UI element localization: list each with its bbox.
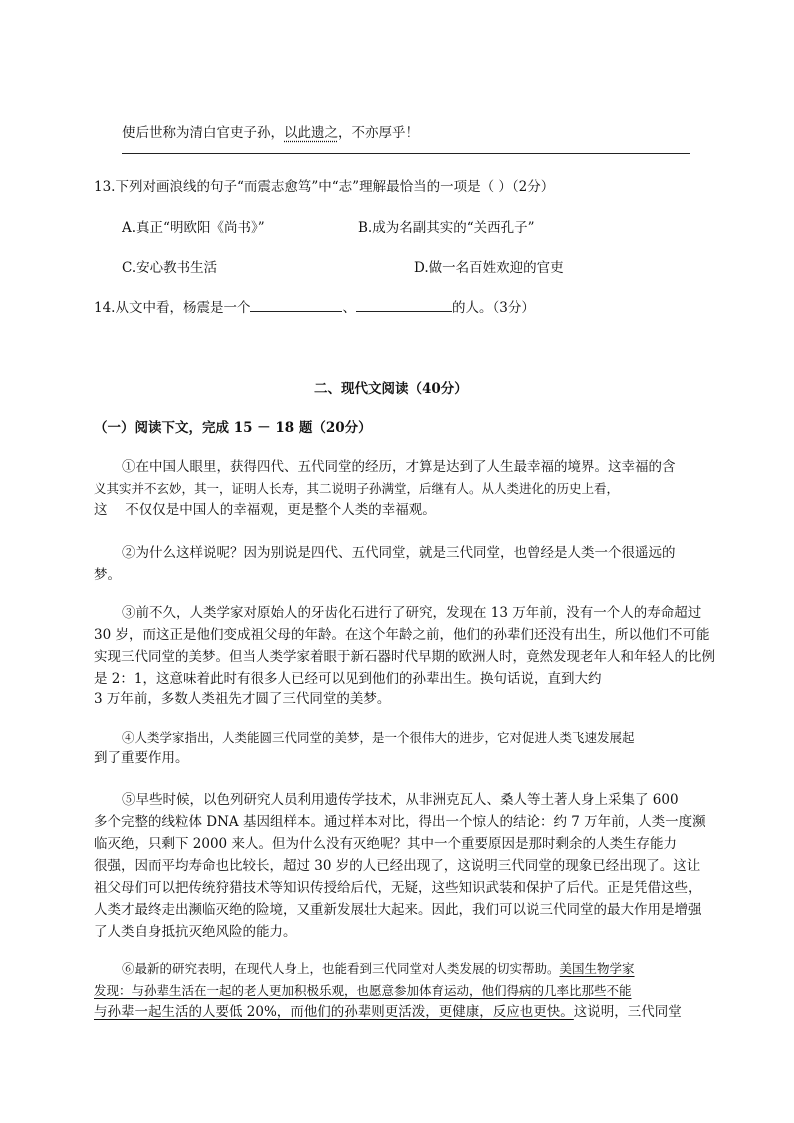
p6-line-1 (122, 960, 635, 978)
subsection-1-title: （一）阅读下文，完成 15 － 18 题（20分） (94, 420, 372, 436)
p4-line-1: ④人类学家指出，人类能圆三代同堂的美梦，是一个很伟大的进步，它对促进人类飞速发展起 (122, 730, 635, 745)
p3-line-5: 3 万年前，多数人类祖先才圆了三代同堂的美梦。 (94, 691, 391, 707)
q14-mid: 、 (342, 300, 356, 316)
q13-stem: 13.下列对画浪线的句子“而震志愈笃”中“志”理解最恰当的一项是（ ）（2分） (94, 179, 555, 195)
q14-pre: 14.从文中看，杨震是一个 (94, 300, 251, 316)
p2-line-1: ②为什么这样说呢？因为别说是四代、五代同堂，就是三代同堂，也曾经是人类一个很遥远的 (122, 545, 676, 561)
p5-line-4: 很强，因而平均寿命也比较长，超过 30 岁的人已经出现了，这说明三代同堂的现象已经出现了。这让 (94, 858, 701, 874)
p3-line-2: 30 岁，而这正是他们变成祖父母的年龄。在这个年龄之前，他们的孙辈们还没有出生，所以他们不可能 (94, 627, 710, 643)
q14-blank-2[interactable] (356, 299, 452, 312)
p6-line-3 (94, 1003, 682, 1021)
p5-line-6: 人类才最终走出濒临灭绝的险境，又重新发展壮大起来。因此，我们可以说三代同堂的最大作用是增强 (94, 902, 702, 918)
section-2-title: 二、现代文阅读（40分） (314, 381, 468, 397)
p4-line-2: 到了重要作用。 (94, 750, 189, 766)
q13-option-a: A.真正“明欧阳《尚书》” (122, 220, 265, 236)
q12-tail-line (122, 124, 419, 142)
q13-option-c: C.安心教书生活 (122, 260, 218, 276)
p2-line-2: 梦。 (94, 567, 121, 583)
p6-line-3-plain: 这说明，三代同堂 (573, 1004, 682, 1020)
p3-line-1: ③前不久，人类学家对原始人的牙齿化石进行了研究，发现在 13 万年前，没有一个人的寿命超过 (122, 605, 702, 621)
q13-option-d: D.做一名百姓欢迎的官吏 (414, 260, 564, 276)
q14-post: 的人。（3分） (451, 300, 535, 316)
q14-blank-1[interactable] (250, 299, 342, 312)
p5-line-2: 多个完整的线粒体 DNA 基因组样本。通过样本对比，得出一个惊人的结论：约 7 万年前，人类一度濒 (94, 814, 706, 830)
answer-line (122, 153, 690, 154)
p6-line-1-plain: ⑥最新的研究表明，在现代人身上，也能看到三代同堂对人类发展的切实帮助。 (122, 961, 560, 976)
q12-tail-after: ，不亦厚乎！ (338, 125, 419, 141)
p6-line-3-underlined: 与孙辈一起生活的人要低 20%，而他们的孙辈则更活泼，更健康，反应也更快。 (94, 1004, 574, 1020)
p6-line-2: 发现：与孙辈生活在一起的老人更加积极乐观，也愿意参加体育运动，他们得病的几率比那些不能 (94, 983, 632, 998)
p1-line-2: 义其实并不玄妙，其一，证明人长寿，其二说明子孙满堂，后继有人。从人类进化的历史上看， (94, 481, 620, 496)
p3-line-4: 是 2：1，这意味着此时有很多人已经可以见到他们的孙辈出生。换句话说，直到大约 (94, 671, 602, 687)
q12-tail-emphasis: 以此遗之 (284, 125, 338, 141)
p5-line-3: 临灭绝，只剩下 2000 来人。但为什么没有灭绝呢？其中一个重要原因是那时剩余的人类生存能力 (94, 836, 677, 852)
p5-line-1: ⑤早些时候，以色列研究人员利用遗传学技术，从非洲克瓦人、桑人等土著人身上采集了 600 (122, 792, 679, 808)
p6-line-1-underlined: 美国生物学家 (559, 961, 635, 976)
q12-tail-before: 使后世称为清白官吏子孙， (122, 125, 284, 141)
p5-line-5: 祖父母们可以把传统狩猎技术等知识传授给后代，无疑，这些知识武装和保护了后代。正是凭借这些， (94, 880, 702, 896)
q13-option-b: B.成为名副其实的“关西孔子” (358, 220, 535, 236)
p5-line-7: 了人类自身抵抗灭绝风险的能力。 (94, 924, 297, 940)
p1-line-3: 这 不仅仅是中国人的幸福观，更是整个人类的幸福观。 (94, 502, 436, 518)
q14-line (94, 299, 535, 317)
p3-line-3: 实现三代同堂的美梦。但当人类学家着眼于新石器时代早期的欧洲人时，竟然发现老年人和年轻人的比例 (94, 649, 715, 665)
p1-line-1: ①在中国人眼里，获得四代、五代同堂的经历，才算是达到了人生最幸福的境界。这幸福的含 (122, 459, 676, 475)
